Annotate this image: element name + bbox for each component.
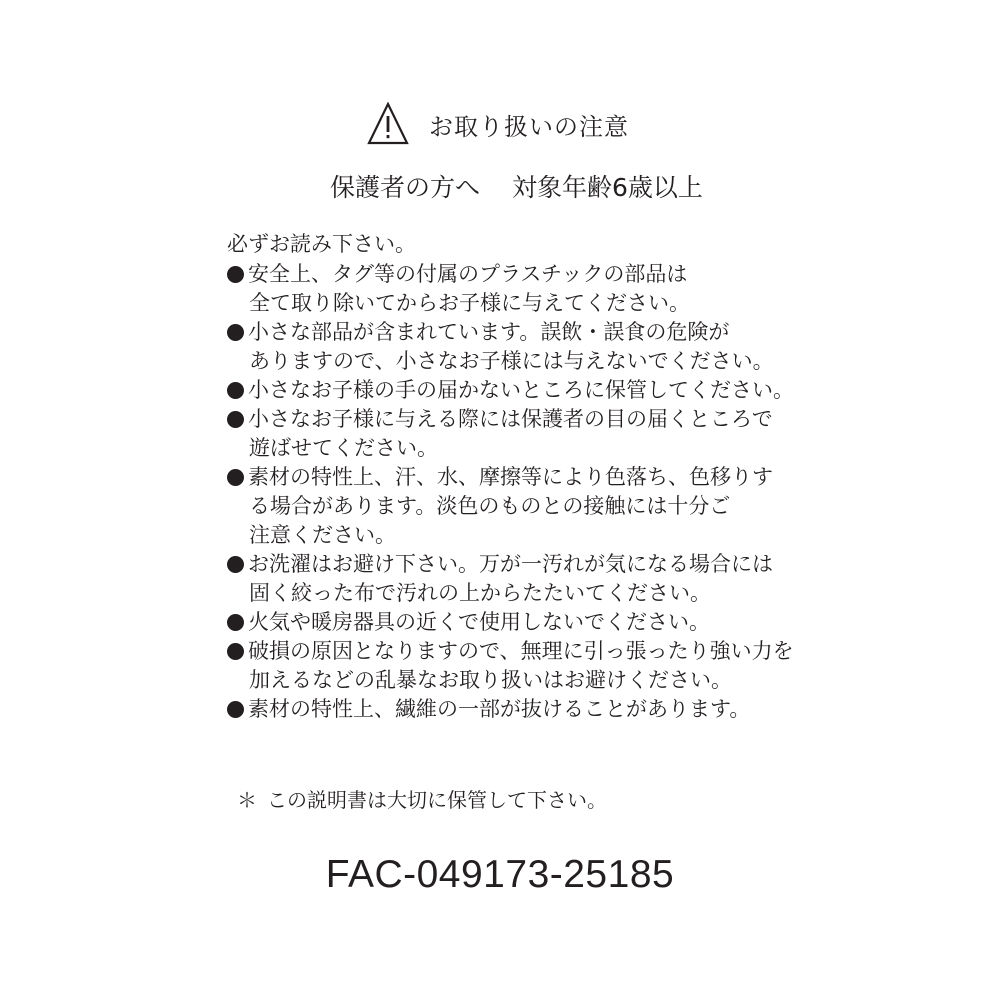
list-item-text: 小さな部品が含まれています。誤飲・誤食の危険が bbox=[248, 320, 730, 344]
list-item-text: 小さなお子様の手の届かないところに保管してください。 bbox=[248, 378, 794, 402]
list-item-text: 安全上、タグ等の付属のプラスチックの部品は bbox=[248, 262, 688, 286]
list-item-text: 火気や暖房器具の近くで使用しないでください。 bbox=[248, 610, 710, 634]
caution-title: お取り扱いの注意 bbox=[429, 112, 629, 141]
list-item bbox=[227, 695, 827, 724]
list-item-text: お洗濯はお避け下さい。万が一汚れが気になる場合には bbox=[248, 552, 773, 576]
caution-heading bbox=[0, 94, 1000, 154]
product-code: FAC-049173-25185 bbox=[325, 853, 675, 896]
list-item-text: 注意ください。 bbox=[249, 523, 396, 547]
list-item-text: 破損の原因となりますので、無理に引っ張ったり強い力を bbox=[248, 639, 794, 663]
list-item-text: 全て取り除いてからお子様に与えてください。 bbox=[249, 291, 690, 315]
list-item-text: る場合があります。淡色のものとの接触には十分ご bbox=[249, 494, 731, 518]
list-item-text: 素材の特性上、汗、水、摩擦等により色落ち、色移りす bbox=[248, 465, 773, 489]
bullet-icon bbox=[227, 701, 244, 718]
warning-triangle-icon bbox=[367, 102, 409, 146]
bullet-icon bbox=[227, 469, 244, 486]
list-item bbox=[227, 463, 827, 550]
notes-intro: 必ずお読み下さい。 bbox=[227, 232, 416, 256]
list-item bbox=[227, 260, 827, 318]
list-item-text: ありますので、小さなお子様には与えないでください。 bbox=[249, 349, 774, 373]
list-item bbox=[227, 550, 827, 608]
list-item bbox=[227, 637, 827, 695]
bullet-icon bbox=[227, 266, 244, 283]
list-item-text: 素材の特性上、繊維の一部が抜けることがあります。 bbox=[248, 697, 751, 721]
target-age: 対象年齢6歳以上 bbox=[512, 173, 703, 202]
bullet-icon bbox=[227, 382, 244, 399]
list-item bbox=[227, 318, 827, 376]
bullet-icon bbox=[227, 614, 244, 631]
asterisk-mark: ＊ bbox=[237, 788, 257, 812]
list-item bbox=[227, 376, 827, 405]
footnote-text: この説明書は大切に保管して下さい。 bbox=[267, 788, 607, 812]
footnote bbox=[237, 784, 607, 813]
list-item-text: 小さなお子様に与える際には保護者の目の届くところで bbox=[248, 407, 773, 431]
bullet-icon bbox=[227, 411, 244, 428]
list-item-text: 遊ばせてください。 bbox=[249, 436, 438, 460]
list-item bbox=[227, 405, 827, 463]
list-item-text: 加えるなどの乱暴なお取り扱いはお避けください。 bbox=[249, 668, 732, 692]
bullet-icon bbox=[227, 556, 244, 573]
target-age-line bbox=[330, 168, 703, 204]
bullet-icon bbox=[227, 643, 244, 660]
caution-notes bbox=[227, 230, 827, 724]
list-item bbox=[227, 608, 827, 637]
bullet-icon bbox=[227, 324, 244, 341]
notes-list bbox=[227, 260, 827, 724]
list-item-text: 固く絞った布で汚れの上からたたいてください。 bbox=[249, 581, 711, 605]
guardian-notice: 保護者の方へ bbox=[330, 173, 481, 202]
